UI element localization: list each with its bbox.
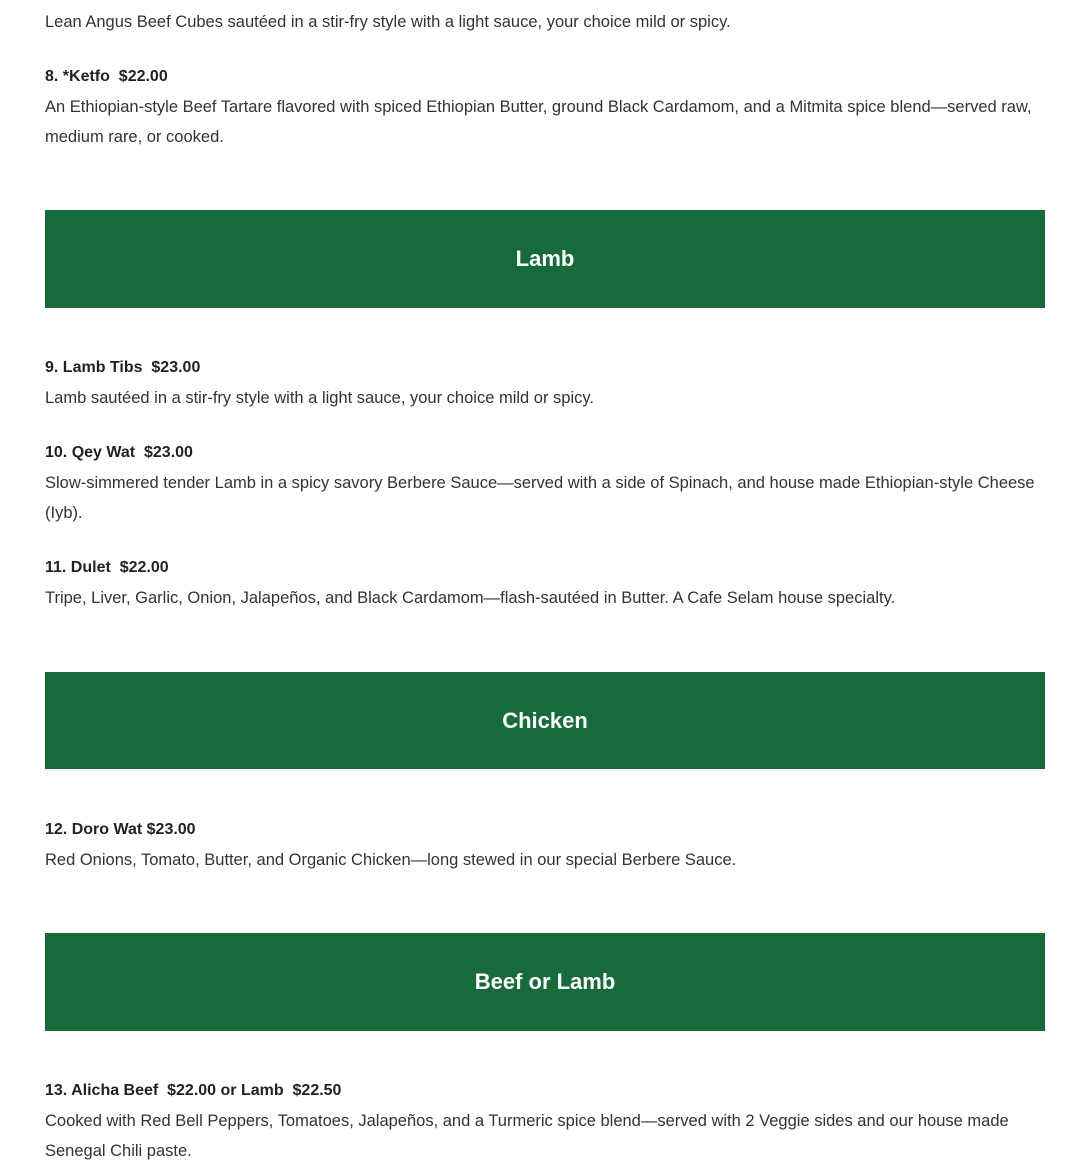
item-description-qey-wat: Slow-simmered tender Lamb in a spicy savory Berbere Sauce—served with a side of Spinach, and house made Ethiopian-style Cheese (Iyb). — [45, 474, 1035, 522]
section-heading-beef-or-lamb — [45, 933, 1045, 1031]
item-description-ketfo: An Ethiopian-style Beef Tartare flavored with spiced Ethiopian Butter, ground Black Cardamom, and a Mitmita spice blend—served raw, medium rare, or cooked. — [45, 98, 1032, 146]
item-title-lamb-tibs: 9. Lamb Tibs $23.00 — [45, 359, 201, 376]
item-description-dulet: Tripe, Liver, Garlic, Onion, Jalapeños, and Black Cardamom—flash-sautéed in Butter. A Cafe Selam house specialty. — [45, 589, 896, 607]
item-title-ketfo: 8. *Ketfo $22.00 — [45, 68, 168, 85]
section-heading-chicken — [45, 672, 1045, 769]
item-title-dulet: 11. Dulet $22.00 — [45, 559, 169, 576]
section-heading-lamb-label: Lamb — [515, 246, 575, 271]
item-title-qey-wat: 10. Qey Wat $23.00 — [45, 444, 193, 461]
item-description-doro-wat: Red Onions, Tomato, Butter, and Organic Chicken—long stewed in our special Berbere Sauce. — [45, 851, 737, 869]
section-heading-lamb — [45, 210, 1045, 308]
item-title-doro-wat: 12. Doro Wat $23.00 — [45, 821, 196, 838]
item-description-alicha: Cooked with Red Bell Peppers, Tomatoes, Jalapeños, and a Turmeric spice blend—served with 2 Veggie sides and our house made Senegal Chili paste. — [45, 1112, 1009, 1160]
item-description: Lean Angus Beef Cubes sautéed in a stir-fry style with a light sauce, your choice mild or spicy. — [45, 13, 731, 31]
section-heading-chicken-label: Chicken — [502, 707, 588, 733]
section-heading-beef-or-lamb-label: Beef or Lamb — [474, 969, 616, 994]
item-description-lamb-tibs: Lamb sautéed in a stir-fry style with a light sauce, your choice mild or spicy. — [45, 389, 595, 407]
item-title-alicha: 13. Alicha Beef $22.00 or Lamb $22.50 — [45, 1082, 342, 1099]
